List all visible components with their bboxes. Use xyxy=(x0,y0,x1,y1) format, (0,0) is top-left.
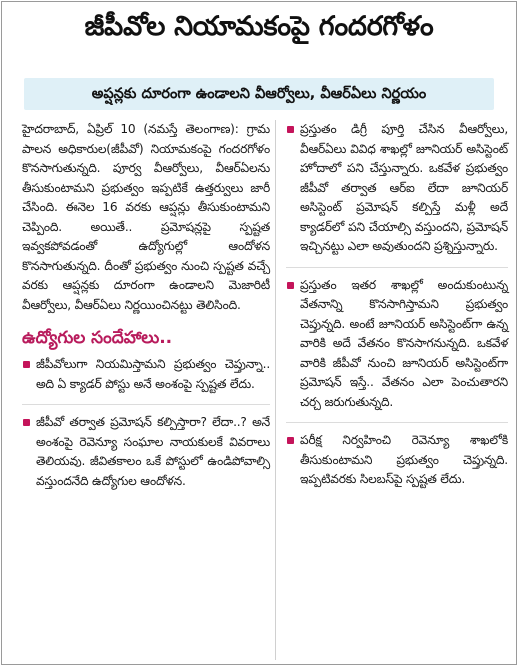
bullet-icon xyxy=(287,126,294,133)
divider xyxy=(286,267,508,268)
list-item xyxy=(286,120,508,257)
divider xyxy=(286,422,508,423)
bullet-icon xyxy=(23,419,30,426)
bullet-text: పరీక్ష నిర్వహించి రెవెన్యూ శాఖలోకి తీసుకుంటామని ప్రభుత్వం చెప్తున్నది. ఇప్పటివరకు సిలబస్‌పై స్పష్టత లేదు. xyxy=(300,433,508,486)
left-column xyxy=(22,120,270,501)
bullet-icon xyxy=(287,282,294,289)
bullet-icon xyxy=(23,361,30,368)
list-item xyxy=(22,413,270,491)
bullet-text: జీపీవో తర్వాత ప్రమోషన్ కల్పిస్తారా? లేదా..? అనే అంశంపై రెవెన్యూ సంఘాల నాయకులకే వివరాలు తెలియవు. జీవితకాలం ఒకే పోస్టులో ఉండిపోవాల్సి వస్తుందనేది ఉద్యోగుల ఆందోళన. xyxy=(36,415,270,488)
list-item xyxy=(22,355,270,394)
intro-paragraph: హైదరాబాద్, ఏప్రిల్ 10 (నమస్తే తెలంగాణ): గ్రామ పాలన అధికారుల(జీపీవో) నియామకంపై గందరగోళం కొనసాగుతున్నది. పూర్వ వీఆర్వోలు, వీఆర్ఏలను తీసుకుంటామని ప్రభుత్వం ఇప్పటికే ఉత్తర్వులు జారీ చేసింది. ఈనెల 16 వరకు ఆప్షన్లు తీసుకుంటామని చెప్పింది. అయితే.. ప్రమోషన్లపై స్పష్టత ఇవ్వకపోవడంతో ఉద్యోగుల్లో ఆందోళన కొనసాగుతున్నది. దీంతో ప్రభుత్వం నుంచి స్పష్టత వచ్చే వరకు ఆప్షన్లకు దూరంగా ఉండాలని మెజారిటీ వీఆర్వోలు, వీఆర్ఏలు నిర్ణయించినట్టు తెలిసింది. xyxy=(22,122,270,312)
section-title: ఉద్యోగుల సందేహాలు.. xyxy=(22,328,173,348)
divider xyxy=(22,404,270,405)
bullet-text: ప్రస్తుతం డిగ్రీ పూర్తి చేసిన వీఆర్వోలు, వీఆర్ఏలు వివిధ శాఖల్లో జూనియర్ అసిస్టెంట్ హోదాలో పని చేస్తున్నారు. ఒకవేళ ప్రభుత్వం జీపీవో తర్వాత ఆర్ఐ లేదా జూనియర్ అసిస్టెంట్ ప్రమోషన్ కల్పిస్తే మళ్లీ అదే క్యాడర్‌లో పని చేయాల్సి వస్తుందని, ప్రమోషన్ ఇచ్చినట్టు ఎలా అవుతుందని ప్రశ్నిస్తున్నారు. xyxy=(300,122,508,253)
right-column xyxy=(286,120,508,500)
news-clipping xyxy=(1,1,517,665)
column-divider xyxy=(275,120,276,660)
subheadline-banner xyxy=(24,78,494,110)
list-item xyxy=(286,431,508,490)
subheadline: అప్షన్లకు దూరంగా ఉండాలని వీఆర్వోలు, వీఆర్ఏలు నిర్ణయం xyxy=(91,86,427,102)
bullet-text: జీపీవోలుగా నియమిస్తామని ప్రభుత్వం చెప్తున్నా.. అది ఏ క్యాడర్ పోస్టు అనే అంశంపై స్పష్టత లేదు. xyxy=(36,357,270,391)
headline: జీపీవోల నియామకంపై గందరగోళం xyxy=(84,11,434,42)
bullet-icon xyxy=(287,437,294,444)
bullet-text: ప్రస్తుతం ఇతర శాఖల్లో అందుకుంటున్న వేతనాన్ని కొనసాగిస్తామని ప్రభుత్వం చెప్తున్నది. అంటే జూనియర్ అసిస్టెంట్‌గా ఉన్న వారికి అదే వేతనం కొనసాగనున్నది. ఒకవేళ వారికి జీపీవో నుంచి జూనియర్ అసిస్టెంట్‌గా ప్రమోషన్ ఇస్తే.. వేతనం ఎలా పెంచుతారని చర్చ జరుగుతున్నది. xyxy=(300,277,508,409)
list-item xyxy=(286,276,508,413)
